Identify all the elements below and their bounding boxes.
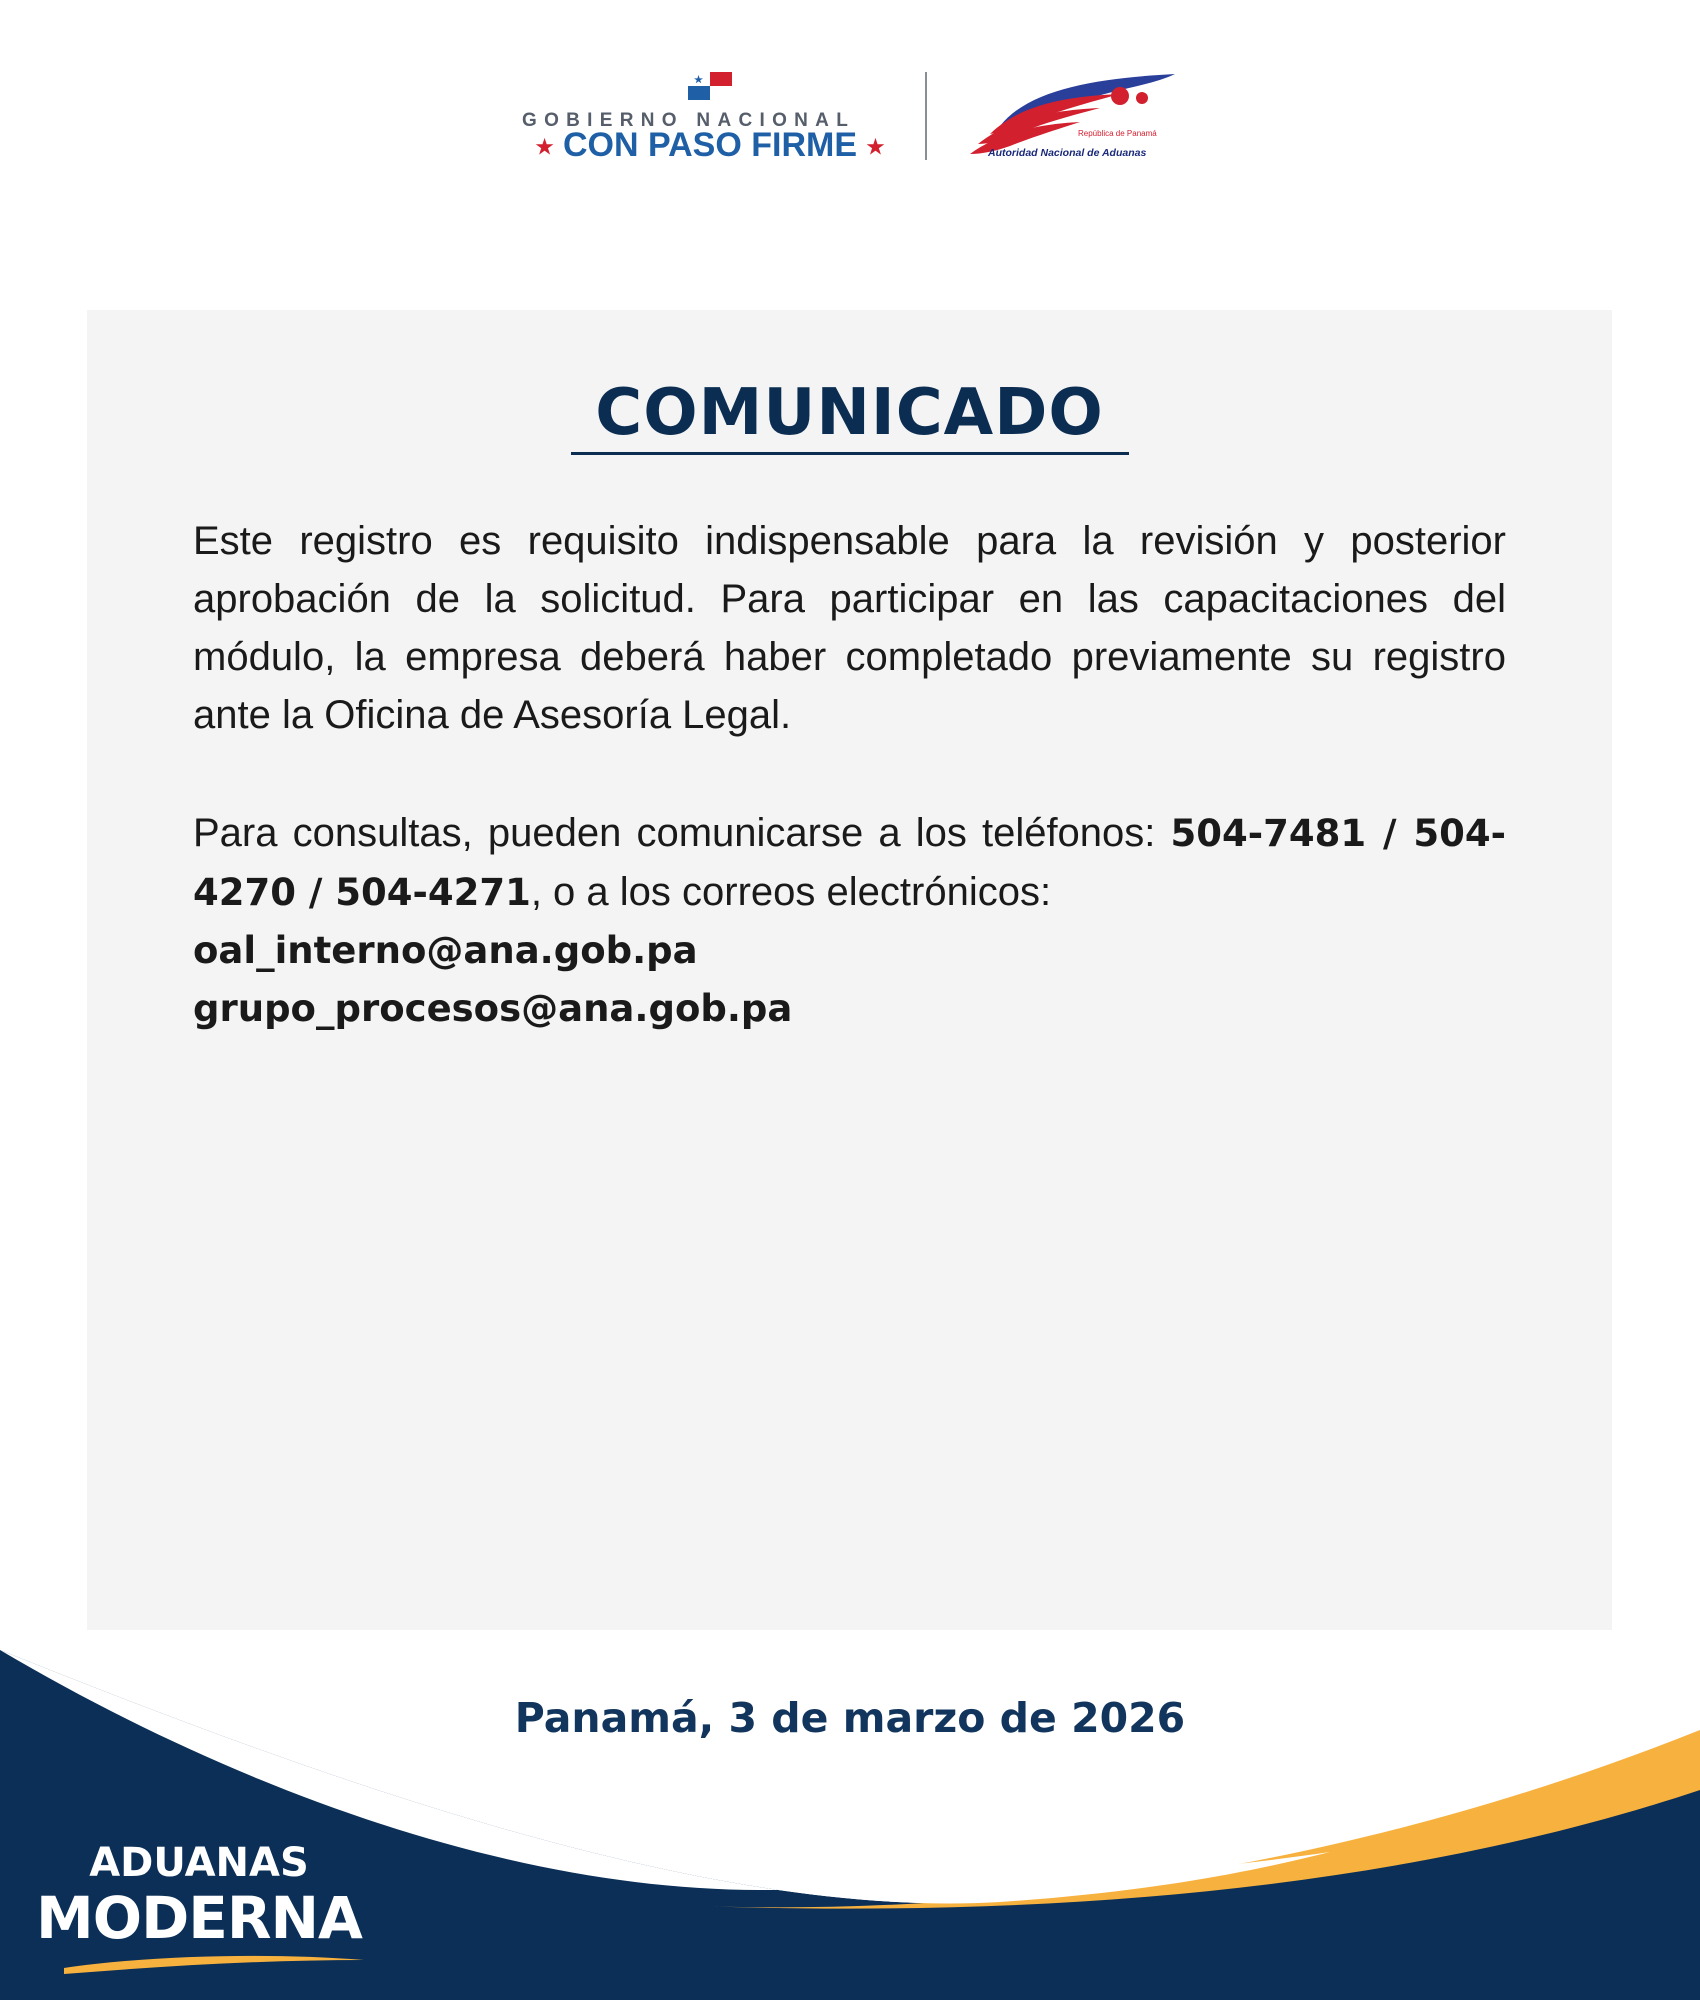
brand-swoosh-icon	[64, 1952, 364, 1976]
contact-mid: , o a los correos electrónicos:	[530, 870, 1052, 914]
logo-divider	[925, 72, 927, 160]
ana-republic-text: República de Panamá	[1078, 129, 1157, 138]
email-link[interactable]: oal_interno@ana.gob.pa	[193, 929, 698, 972]
email-link[interactable]: grupo_procesos@ana.gob.pa	[193, 987, 793, 1030]
brand-line-2: MODERNA	[36, 1884, 362, 1952]
ana-name-text: Autoridad Nacional de Aduanas	[988, 147, 1147, 159]
government-title: GOBIERNO NACIONAL	[522, 110, 856, 131]
notice-panel	[87, 310, 1612, 1630]
government-slogan	[520, 126, 900, 165]
contact-intro: Para consultas, pueden comunicarse a los teléfonos:	[193, 811, 1171, 855]
brand-line-1: ADUANAS	[89, 1840, 309, 1886]
star-icon: ★	[866, 136, 885, 159]
ana-customs-logo	[960, 68, 1180, 164]
star-icon: ★	[535, 136, 554, 159]
government-logo	[520, 68, 900, 168]
phone-numbers: 504-7481 / 504-4270 / 504-4271	[193, 812, 1507, 914]
contact-paragraph	[193, 804, 1506, 1038]
notice-title: COMUNICADO	[595, 376, 1104, 450]
slogan-text: CON PASO FIRME	[562, 126, 858, 164]
document-date: Panamá, 3 de marzo de 2026	[514, 1694, 1186, 1742]
header	[0, 0, 1700, 200]
panama-flag-icon	[688, 72, 732, 100]
notice-paragraph: Este registro es requisito indispensable para la revisión y posterior aprobación de la solicitud. Para participar en las capacitaciones del módulo, la empresa deberá haber completado previamente su registro ante la Oficina de Asesoría Legal.	[193, 519, 1506, 737]
aduanas-moderna-logo	[24, 1840, 384, 1980]
title-underline	[571, 452, 1129, 455]
